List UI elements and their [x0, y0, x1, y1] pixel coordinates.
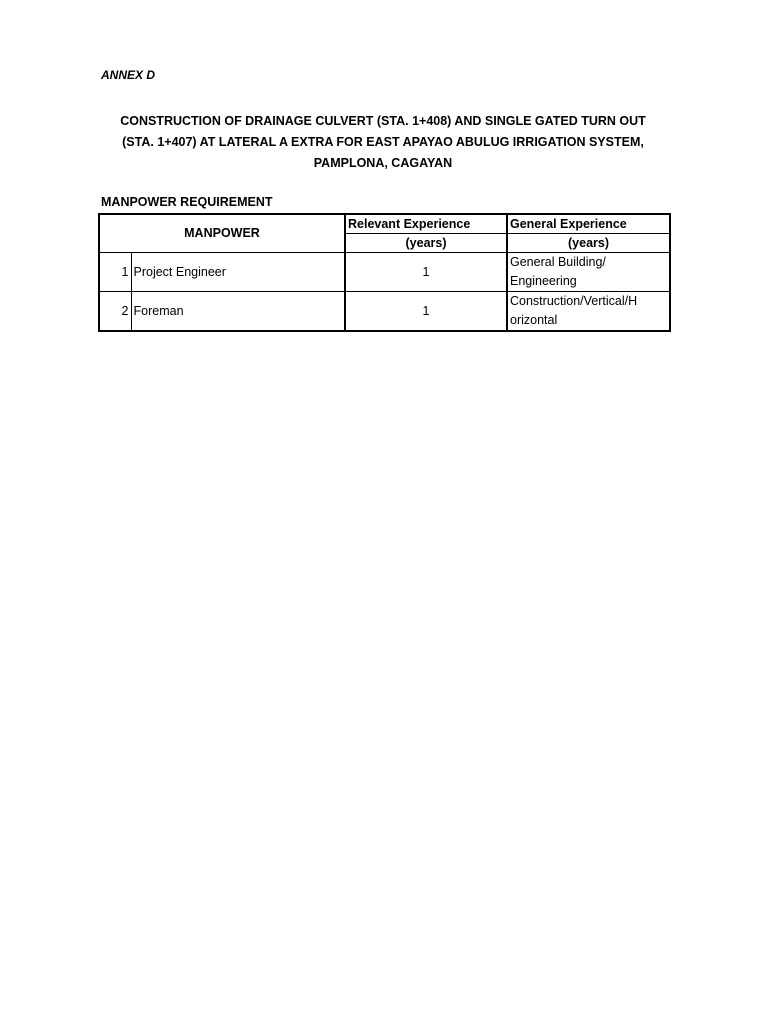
general-experience-line-1: Construction/Vertical/H — [510, 293, 638, 308]
row-relevant-years: 1 — [345, 291, 507, 331]
table-row — [99, 291, 670, 331]
row-relevant-years: 1 — [345, 252, 507, 291]
row-general-experience — [507, 291, 670, 331]
title-line-2: (STA. 1+407) AT LATERAL A EXTRA FOR EAST APAYAO ABULUG IRRIGATION SYSTEM, — [122, 135, 644, 149]
title-line-1: CONSTRUCTION OF DRAINAGE CULVERT (STA. 1+408) AND SINGLE GATED TURN OUT — [120, 114, 646, 128]
header-manpower: MANPOWER — [99, 214, 345, 252]
general-experience-line-2: orizontal — [510, 312, 558, 327]
manpower-table — [98, 213, 671, 332]
section-title: MANPOWER REQUIREMENT — [101, 195, 273, 209]
document-title — [100, 111, 666, 174]
row-number: 1 — [99, 252, 131, 291]
row-general-experience — [507, 252, 670, 291]
header-general-experience: General Experience — [507, 214, 670, 233]
row-position: Project Engineer — [131, 252, 345, 291]
header-relevant-unit: (years) — [345, 233, 507, 252]
title-line-3: PAMPLONA, CAGAYAN — [313, 156, 453, 170]
general-experience-line-2: Engineering — [510, 273, 577, 288]
annex-label: ANNEX D — [101, 68, 156, 82]
header-relevant-experience: Relevant Experience — [345, 214, 507, 233]
table-header-row — [99, 214, 670, 233]
row-position: Foreman — [131, 291, 345, 331]
row-number: 2 — [99, 291, 131, 331]
header-general-unit: (years) — [507, 233, 670, 252]
table-row — [99, 252, 670, 291]
general-experience-line-1: General Building/ — [510, 254, 606, 269]
